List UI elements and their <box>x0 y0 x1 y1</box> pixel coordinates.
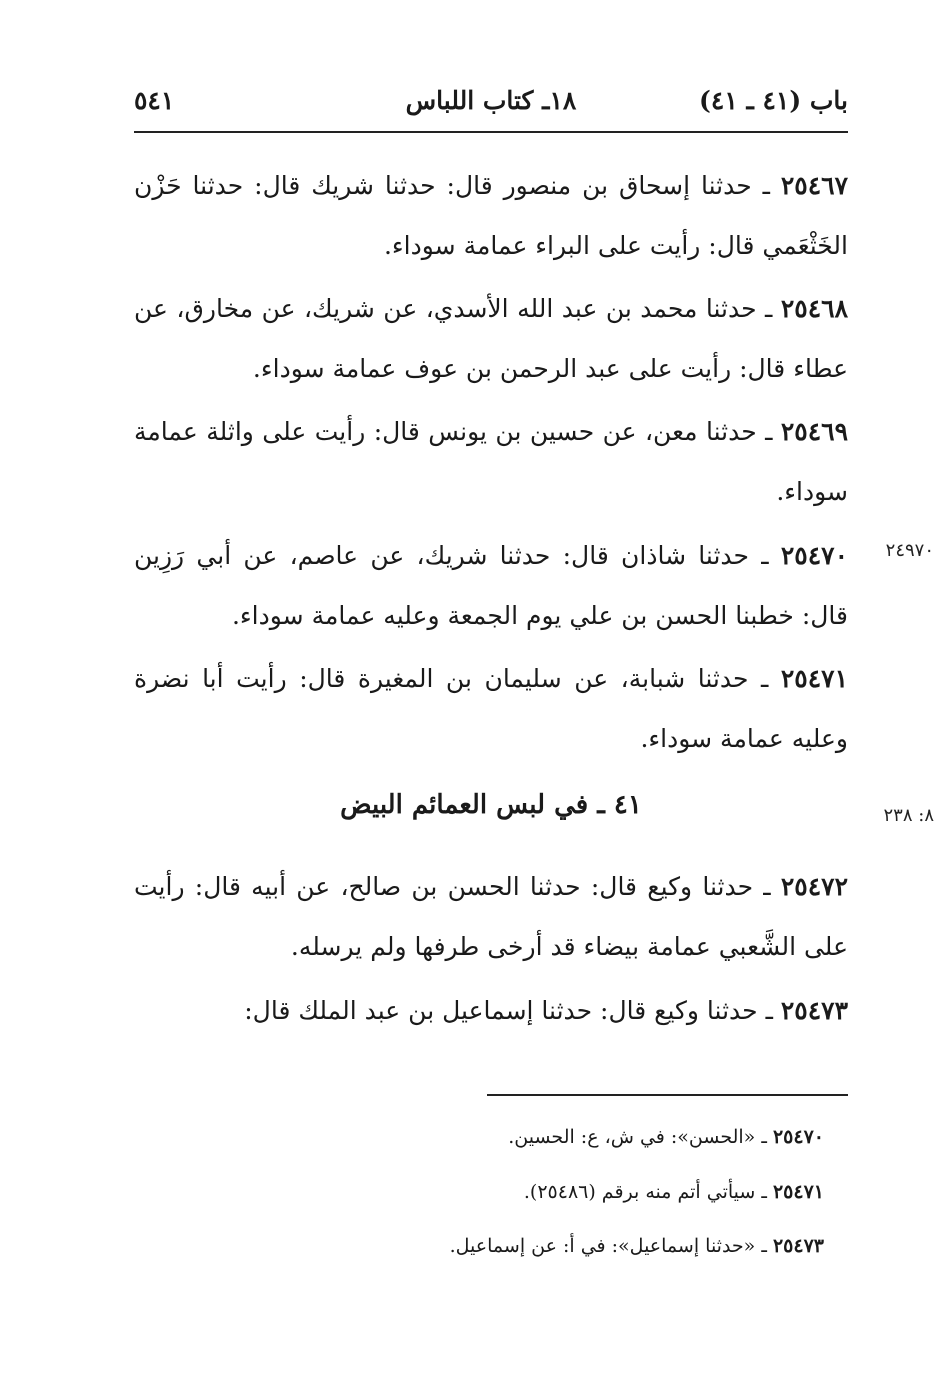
hadith-number: ٢٥٤٧٣ <box>780 996 848 1025</box>
running-header <box>134 82 848 124</box>
header-chapter-ref: باب (٤١ ـ ٤١) <box>699 86 848 115</box>
hadith-text: ـ حدثنا شبابة، عن سليمان بن المغيرة قال: رأيت أبا نضرة وعليه عمامة سوداء. <box>134 664 848 753</box>
footnote-text: ـ سيأتي أتم منه برقم (٢٥٤٨٦). <box>523 1181 767 1203</box>
hadith-text: ـ حدثنا محمد بن عبد الله الأسدي، عن شريك، عن مخارق، عن عطاء قال: رأيت على عبد الرحمن بن عوف عمامة سوداء. <box>134 294 848 383</box>
hadith-text: ـ حدثنا وكيع قال: حدثنا الحسن بن صالح، عن أبيه قال: رأيت على الشَّعبي عمامة بيضاء قد أرخى طرفها ولم يرسله. <box>134 872 848 961</box>
hadith-number: ٢٥٤٦٧ <box>780 171 848 200</box>
hadith-paragraph <box>134 156 848 276</box>
footnote <box>300 1126 824 1148</box>
hadith-paragraph <box>134 279 848 399</box>
hadith-number: ٢٥٤٦٨ <box>780 294 848 323</box>
hadith-text: ـ حدثنا وكيع قال: حدثنا إسماعيل بن عبد الملك قال: <box>244 996 773 1025</box>
footnote-number: ٢٥٤٧١ <box>772 1181 824 1203</box>
hadith-paragraph <box>134 649 848 769</box>
hadith-number: ٢٥٤٧١ <box>780 664 848 693</box>
hadith-paragraph <box>134 981 848 1041</box>
footnote-text: ـ «الحسن»: في ش، ع: الحسين. <box>508 1126 767 1148</box>
hadith-number: ٢٥٤٦٩ <box>780 417 848 446</box>
footnote <box>300 1181 824 1203</box>
hadith-paragraph <box>134 526 848 646</box>
hadith-text: ـ حدثنا معن، عن حسين بن يونس قال: رأيت على واثلة عمامة سوداء. <box>134 417 848 506</box>
hadith-paragraph <box>134 857 848 977</box>
header-book-title: ١٨ـ كتاب اللباس <box>405 86 577 115</box>
header-page-number: ٥٤١ <box>134 86 175 115</box>
footnote-number: ٢٥٤٧٠ <box>772 1126 824 1148</box>
hadith-text: ـ حدثنا شاذان قال: حدثنا شريك، عن عاصم، عن أبي رَزِين قال: خطبنا الحسن بن علي يوم الجمعة وعليه عمامة سوداء. <box>134 541 848 630</box>
footnote-number: ٢٥٤٧٣ <box>772 1235 824 1257</box>
hadith-text: ـ حدثنا إسحاق بن منصور قال: حدثنا شريك قال: حدثنا حَزْن الخَثْعَمي قال: رأيت على البراء عمامة سوداء. <box>134 171 848 260</box>
footnote-text: ـ «حدثنا إسماعيل»: في أ: عن إسماعيل. <box>449 1235 767 1257</box>
margin-reference: ٨: ٢٣٨ <box>883 805 934 826</box>
hadith-number: ٢٥٤٧٠ <box>780 541 848 570</box>
header-divider <box>134 131 848 133</box>
footnote <box>300 1235 824 1257</box>
hadith-paragraph <box>134 402 848 522</box>
hadith-number: ٢٥٤٧٢ <box>780 872 848 901</box>
footnote-divider <box>487 1094 848 1096</box>
margin-reference: ٢٤٩٧٠ <box>885 540 934 561</box>
chapter-heading: ٤١ ـ في لبس العمائم البيض <box>340 790 642 820</box>
